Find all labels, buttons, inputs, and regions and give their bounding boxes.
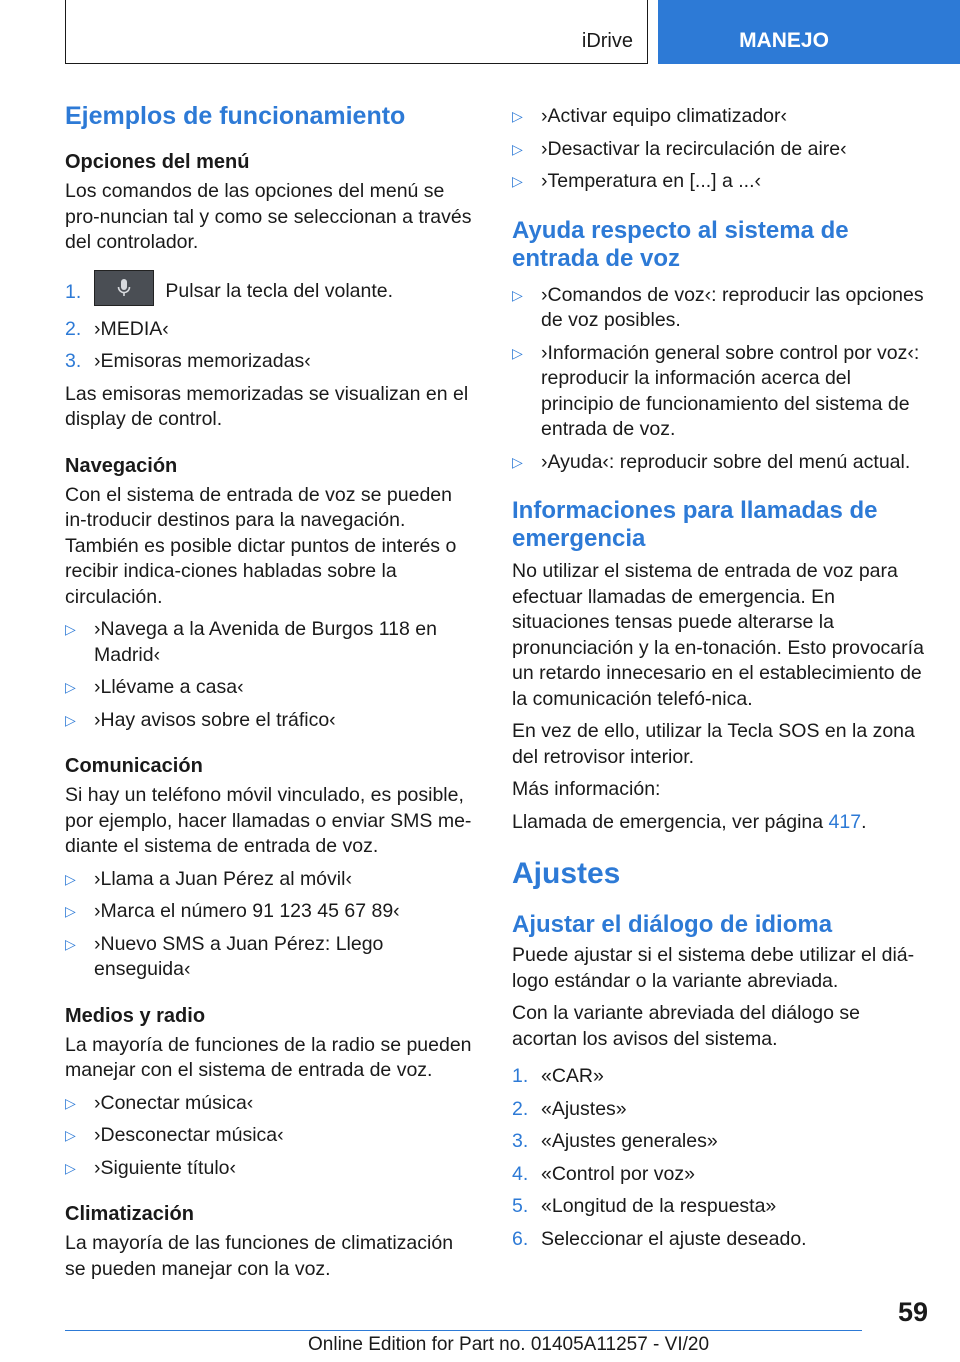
list-item [512,283,928,334]
help-commands-list [512,283,928,476]
step-text: Pulsar la tecla del volante. [165,279,394,302]
step-number: 1. [512,1065,529,1087]
climate-commands-list [512,104,928,195]
reference-end: . [861,810,867,833]
media-commands-list [65,1091,479,1182]
triangle-right-icon: ▷ [65,1159,76,1176]
emergency-reference [512,810,928,836]
list-item [512,1064,928,1090]
step-text: «Control por voz» [541,1162,695,1185]
step-text: «CAR» [541,1065,604,1087]
header-chapter-tab: MANEJO [658,0,960,64]
step-text: Seleccionar el ajuste deseado. [541,1227,807,1250]
language-text-2: Con la variante abreviada del diálogo se acortan los avisos del sistema. [512,1002,860,1050]
media-text: La mayoría de funciones de la radio se pueden manejar con el sistema de entrada de voz. [65,1033,472,1081]
left-column [65,102,479,1282]
right-column [512,102,928,1252]
command-text: ›Navega a la Avenida de Burgos 118 en Madrid‹ [94,618,437,666]
command-text: ›Ayuda‹: reproducir sobre del menú actual. [541,450,911,473]
list-item [65,1091,479,1117]
step-text: «Ajustes» [541,1097,627,1120]
heading-examples: Ejemplos de funcionamiento [65,102,406,130]
list-item [512,450,928,476]
list-item [65,867,479,893]
heading-communication: Comunicación [65,755,203,777]
heading-navigation: Navegación [65,454,178,477]
step-text: «Ajustes generales» [541,1130,718,1152]
command-text: ›Marca el número 91 123 45 67 89‹ [94,900,400,922]
triangle-right-icon: ▷ [65,621,76,637]
command-text: ›Desconectar música‹ [94,1124,284,1146]
heading-settings: Ajustes [512,857,621,890]
step-number: 2. [512,1097,529,1120]
microphone-icon [117,278,131,298]
triangle-right-icon: ▷ [512,140,523,157]
list-item [65,617,479,668]
list-item [512,1194,928,1220]
header-section-title: iDrive [581,30,633,52]
climate-text: La mayoría de las funciones de climatización se pueden manejar con la voz. [65,1232,454,1280]
triangle-right-icon: ▷ [65,935,76,952]
emergency-text-1: No utilizar el sistema de entrada de voz para efectuar llamadas de emergencia. En situaciones tensas puede alterarse la pronunciación y la en-tonación. Esto provocaría un retardo innecesario en el establecimiento de la comunicación telefó-nica. [512,560,924,710]
triangle-right-icon: ▷ [512,453,523,470]
command-text: ›Desactivar la recirculación de aire‹ [541,137,847,160]
list-item [512,137,928,163]
page-link[interactable]: 417 [828,810,862,833]
reference-text: Llamada de emergencia, ver página [512,810,829,833]
list-item [65,899,479,925]
footer-edition: Online Edition for Part no. 01405A11257 - VI/20 [308,1334,710,1355]
command-text: ›Nuevo SMS a Juan Pérez: Llego enseguida‹ [94,932,384,980]
navigation-commands-list [65,617,479,733]
list-item [65,1123,479,1149]
step-text: ›MEDIA‹ [94,317,169,340]
list-item [512,1129,928,1155]
step-text: ›Emisoras memorizadas‹ [94,350,311,372]
step-text: «Longitud de la respuesta» [541,1195,777,1217]
page-number: 59 [897,1297,928,1327]
list-item [512,104,928,130]
voice-button-image [94,270,154,306]
menu-steps-list [65,274,479,375]
more-info-label: Más información: [512,778,661,800]
heading-language-dialog: Ajustar el diálogo de idioma [512,911,833,938]
communication-commands-list [65,867,479,983]
command-text: ›Conectar música‹ [94,1091,254,1114]
triangle-right-icon: ▷ [65,711,76,728]
command-text: ›Siguiente título‹ [94,1156,236,1179]
heading-media-radio: Medios y radio [65,1004,206,1027]
language-steps-list [512,1064,928,1252]
triangle-right-icon: ▷ [512,108,523,124]
triangle-right-icon: ▷ [65,1094,76,1111]
command-text: ›Llama a Juan Pérez al móvil‹ [94,867,352,890]
menu-after-text: Las emisoras memorizadas se visualizan en el display de control. [65,382,469,430]
triangle-right-icon: ▷ [65,679,76,695]
triangle-right-icon: ▷ [512,344,523,361]
command-text: ›Activar equipo climatizador‹ [541,105,788,127]
step-number: 1. [65,280,82,303]
list-item [65,1156,479,1182]
list-item [65,932,479,983]
list-item [65,349,479,375]
step-number: 3. [512,1130,529,1152]
list-item [512,1162,928,1188]
list-item [65,317,479,343]
heading-voice-help: Ayuda respecto al sistema de entrada de voz [512,216,849,272]
list-item [512,1227,928,1253]
list-item [512,341,928,443]
step-number: 5. [512,1195,529,1217]
list-item [512,169,928,195]
language-text-1: Puede ajustar si el sistema debe utilizar el diá-logo estándar o la variante abreviada. [512,944,915,992]
step-number: 6. [512,1227,529,1250]
triangle-right-icon: ▷ [65,1127,76,1143]
step-number: 4. [512,1162,529,1185]
command-text: ›Comandos de voz‹: reproducir las opciones de voz posibles. [541,283,924,331]
step-number: 3. [65,350,82,372]
command-text: ›Hay avisos sobre el tráfico‹ [94,708,336,731]
step-number: 2. [65,317,82,340]
triangle-right-icon: ▷ [65,903,76,919]
list-item [65,708,479,734]
triangle-right-icon: ▷ [512,286,523,303]
emergency-text-2: En vez de ello, utilizar la Tecla SOS en la zona del retrovisor interior. [512,720,915,768]
command-text: ›Información general sobre control por voz‹: reproducir la información acerca del principio de funcionamiento del sistema de entrada de voz. [541,341,920,440]
list-item [512,1097,928,1123]
communication-text: Si hay un teléfono móvil vinculado, es posible, por ejemplo, hacer llamadas o enviar SMS me-diante el sistema de entrada de voz. [65,784,472,857]
command-text: ›Llévame a casa‹ [94,676,244,698]
heading-climate: Climatización [65,1203,194,1225]
menu-options-text: Los comandos de las opciones del menú se pro-nuncian tal y como se seleccionan a través del controlador. [65,180,472,253]
header-section-box [65,0,648,64]
triangle-right-icon: ▷ [65,870,76,887]
command-text: ›Temperatura en [...] a ...‹ [541,170,762,192]
list-item [65,274,479,310]
navigation-text: Con el sistema de entrada de voz se pueden in-troducir destinos para la navegación. También es posible dictar puntos de interés o recibir indica-ciones habladas sobre la circulación. [65,483,457,608]
list-item [65,675,479,701]
triangle-right-icon: ▷ [512,173,523,189]
footer-divider [65,1330,862,1331]
heading-menu-options: Opciones del menú [65,151,250,173]
heading-emergency-info: Informaciones para llamadas de emergencia [512,497,878,552]
